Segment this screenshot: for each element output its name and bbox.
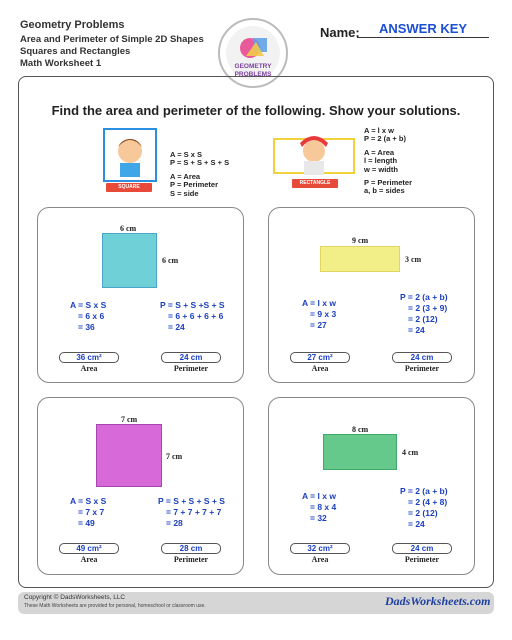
legend-line: P = Perimeter	[170, 180, 219, 190]
square-formula-legend	[170, 151, 229, 198]
legend-line: w = width	[364, 164, 398, 174]
legend-line: l = length	[364, 156, 398, 166]
problem-1-perimeter-answer[interactable]: 24 cm	[161, 352, 221, 363]
problem-2-side-dimension: 3 cm	[405, 255, 422, 264]
solution-step: A = S x S	[70, 496, 107, 506]
problem-2-perimeter-solution	[400, 292, 448, 336]
problem-3-side-dimension: 7 cm	[166, 452, 183, 461]
problem-4-perimeter-answer[interactable]: 24 cm	[392, 543, 452, 554]
legend-line: A = Area	[170, 171, 201, 181]
problem-3-perimeter-answer[interactable]: 28 cm	[161, 543, 221, 554]
problem-2-area-solution	[302, 298, 336, 331]
problem-4-rectangle	[323, 434, 397, 470]
solution-step: = 27	[310, 320, 327, 330]
solution-step: = 6 x 6	[78, 311, 105, 321]
problem-3-square	[96, 424, 162, 487]
problem-2-top-dimension: 9 cm	[352, 236, 369, 245]
solution-step: = 7 x 7	[78, 507, 105, 517]
solution-step: = 24	[408, 325, 425, 335]
problem-4-perimeter-label: Perimeter	[404, 555, 440, 564]
name-field-answer-key[interactable]: ANSWER KEY	[357, 21, 489, 38]
solution-step: A = l x w	[302, 491, 336, 501]
problem-1-area-solution	[70, 300, 106, 333]
solution-step: = 6 + 6 + 6 + 6	[168, 311, 224, 321]
name-label: Name:	[320, 25, 360, 40]
problem-4-perimeter-solution	[400, 486, 448, 530]
problem-4-top-dimension: 8 cm	[352, 425, 369, 434]
problem-1-area-label: Area	[80, 364, 98, 373]
rectangle-formula-legend	[364, 127, 412, 196]
instructions: Find the area and perimeter of the following. Show your solutions.	[51, 103, 461, 118]
solution-step: = 32	[310, 513, 327, 523]
worksheet-topic: Squares and Rectangles	[20, 46, 131, 57]
problem-4-side-dimension: 4 cm	[402, 448, 419, 457]
problem-1-square	[102, 233, 157, 288]
problem-3-area-label: Area	[80, 555, 98, 564]
problem-4-area-solution	[302, 491, 336, 524]
logo-text-bottom: PROBLEMS	[234, 71, 272, 78]
problem-3-area-answer[interactable]: 49 cm²	[59, 543, 119, 554]
rectangle-banner: RECTANGLE	[299, 180, 331, 186]
solution-step: = 2 (3 + 9)	[408, 303, 448, 313]
problem-1-top-dimension: 6 cm	[120, 224, 137, 233]
legend-line: A = S x S	[170, 150, 203, 159]
solution-step: P = S + S + S + S	[158, 496, 225, 506]
problem-2-perimeter-answer[interactable]: 24 cm	[392, 352, 452, 363]
problem-1-perimeter-label: Perimeter	[173, 364, 209, 373]
legend-line: S = side	[170, 188, 199, 198]
copyright-text: Copyright © DadsWorksheets, LLC	[24, 594, 126, 601]
legend-line: P = Perimeter	[364, 178, 413, 188]
legend-line: a, b = sides	[364, 186, 405, 196]
legend-line: P = S + S + S + S	[170, 158, 230, 168]
solution-step: = 49	[78, 518, 95, 528]
legend-line: A = Area	[364, 147, 395, 157]
solution-step: = 2 (12)	[408, 314, 438, 324]
problem-3-perimeter-label: Perimeter	[173, 555, 209, 564]
problem-4-area-answer[interactable]: 32 cm²	[290, 543, 350, 554]
solution-step: = 9 x 3	[310, 309, 337, 319]
solution-step: = 2 (4 + 8)	[408, 497, 448, 507]
solution-step: A = l x w	[302, 298, 336, 308]
square-banner: SQUARE	[118, 184, 140, 190]
problem-1-side-dimension: 6 cm	[162, 256, 179, 265]
solution-step: = 24	[408, 519, 425, 529]
square-kid-illustration	[102, 127, 160, 195]
problem-3-perimeter-solution	[158, 496, 225, 529]
solution-step: = 28	[166, 518, 183, 528]
solution-step: = 24	[168, 322, 185, 332]
legend-line: A = l x w	[364, 126, 394, 135]
problem-2-area-answer[interactable]: 27 cm²	[290, 352, 350, 363]
worksheet-number: Math Worksheet 1	[20, 58, 102, 69]
problem-1-perimeter-solution	[160, 300, 225, 333]
problem-4-area-label: Area	[311, 555, 329, 564]
problem-1-area-answer[interactable]: 36 cm²	[59, 352, 119, 363]
usage-note: These Math Worksheets are provided for personal, homeschool or classroom use.	[24, 603, 206, 609]
solution-step: = 2 (12)	[408, 508, 438, 518]
legend-line: P = 2 (a + b)	[364, 134, 406, 144]
solution-step: P = S + S +S + S	[160, 300, 225, 310]
problem-2-area-label: Area	[311, 364, 329, 373]
solution-step: A = S x S	[70, 300, 107, 310]
problem-3-top-dimension: 7 cm	[121, 415, 138, 424]
solution-step: P = 2 (a + b)	[400, 292, 448, 302]
problem-2-rectangle	[320, 246, 400, 272]
worksheet-title: Geometry Problems	[20, 19, 125, 31]
problem-2-perimeter-label: Perimeter	[404, 364, 440, 373]
solution-step: = 7 + 7 + 7 + 7	[166, 507, 222, 517]
logo-text-top: GEOMETRY	[234, 63, 272, 70]
solution-step: = 36	[78, 322, 95, 332]
dadsworksheets-logo[interactable]: DadsWorksheets.com	[385, 594, 491, 608]
solution-step: = 8 x 4	[310, 502, 337, 512]
solution-step: P = 2 (a + b)	[400, 486, 448, 496]
problem-3-area-solution	[70, 496, 106, 529]
rectangle-kid-illustration	[270, 125, 360, 197]
worksheet-subtitle: Area and Perimeter of Simple 2D Shapes	[20, 34, 204, 45]
